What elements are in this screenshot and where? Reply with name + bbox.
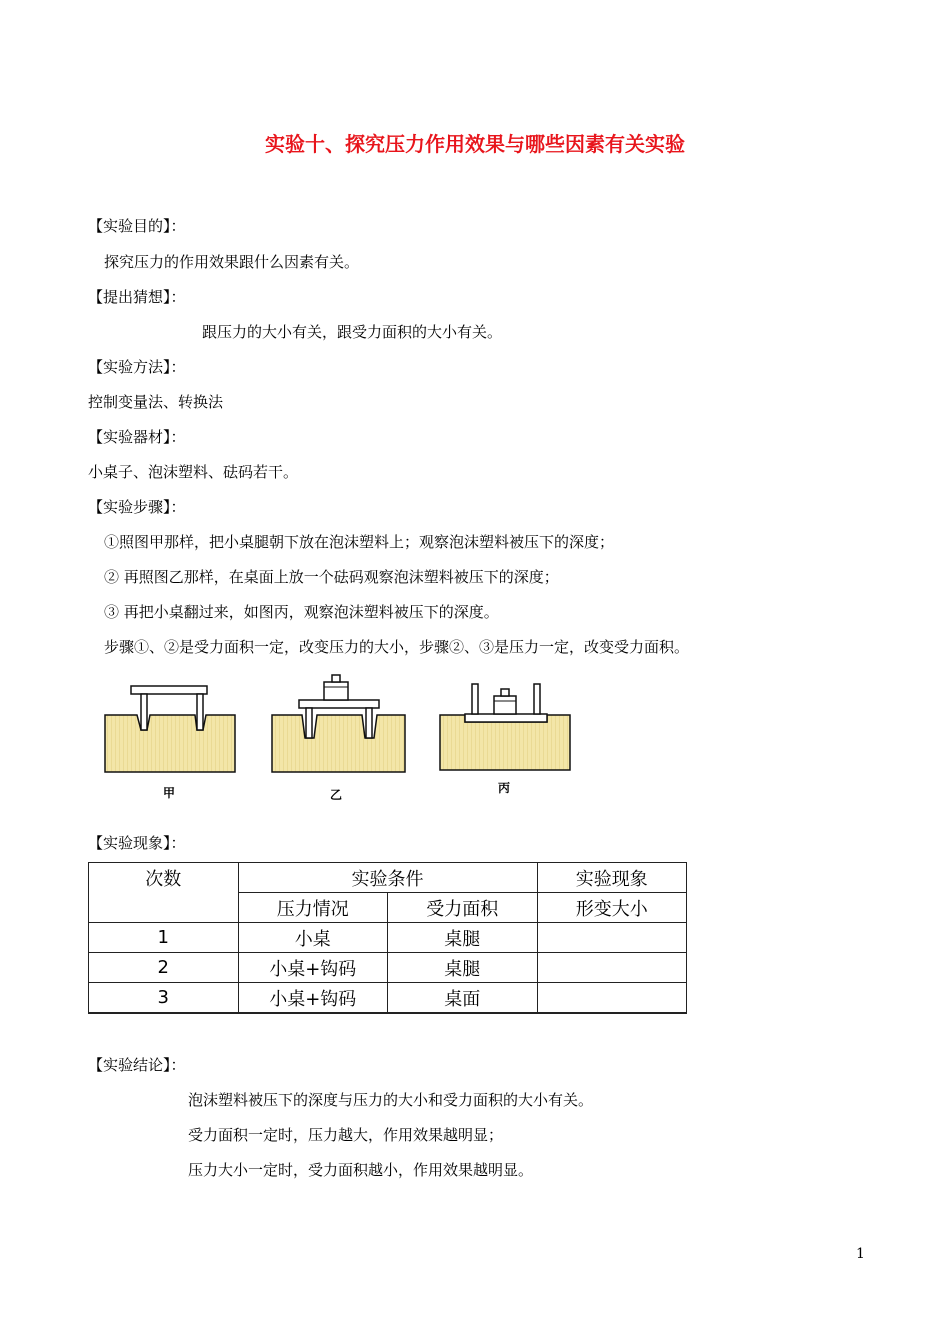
hypothesis-heading: 【提出猜想】： [88, 288, 186, 306]
step-item: ③ 再把小桌翻过来，如图丙，观察泡沫塑料被压下的深度。 [104, 603, 499, 621]
table-leg [472, 684, 478, 714]
equipment-heading: 【实验器材】： [88, 428, 186, 446]
table-top [299, 700, 379, 708]
step-summary: 步骤①、②是受力面积一定，改变压力的大小，步骤②、③是压力一定，改变受力面积。 [104, 638, 690, 656]
conclusion-line: 压力大小一定时，受力面积越小，作用效果越明显。 [188, 1161, 534, 1179]
header-conditions: 实验条件 [238, 863, 537, 893]
conclusion-heading: 【实验结论】： [88, 1056, 186, 1074]
header-area: 受力面积 [388, 893, 538, 923]
table-row [89, 923, 687, 953]
figure-jia [105, 686, 235, 772]
conclusion-line: 受力面积一定时，压力越大，作用效果越明显； [188, 1126, 504, 1144]
figure-caption-bing: 丙 [498, 781, 511, 795]
method-heading: 【实验方法】： [88, 358, 186, 376]
table-row [89, 983, 687, 1014]
step-item: ①照图甲那样，把小桌腿朝下放在泡沫塑料上；观察泡沫塑料被压下的深度； [104, 533, 615, 551]
table-leg [366, 708, 372, 738]
conclusion-line: 泡沫塑料被压下的深度与压力的大小和受力面积的大小有关。 [188, 1091, 594, 1109]
purpose-heading: 【实验目的】： [88, 217, 186, 235]
weight-knob [332, 675, 340, 682]
cell-count: 1 [89, 923, 239, 953]
cell-deformation [537, 953, 687, 983]
foam-block [440, 715, 570, 770]
step-item: ② 再照图乙那样，在桌面上放一个砝码观察泡沫塑料被压下的深度； [104, 568, 559, 586]
cell-area: 桌面 [388, 983, 538, 1014]
cell-area: 桌腿 [388, 953, 538, 983]
cell-area: 桌腿 [388, 923, 538, 953]
cell-pressure: 小桌+钩码 [238, 953, 388, 983]
weight-knob [501, 689, 509, 696]
table-leg [141, 694, 147, 730]
figure-bing [440, 684, 570, 770]
cell-pressure: 小桌+钩码 [238, 983, 388, 1014]
weight [324, 682, 348, 700]
steps-heading: 【实验步骤】： [88, 498, 186, 516]
phenomenon-heading: 【实验现象】： [88, 834, 186, 852]
table-row [89, 953, 687, 983]
header-count: 次数 [89, 863, 239, 923]
header-deformation: 形变大小 [537, 893, 687, 923]
figure-yi [272, 675, 405, 772]
hypothesis-text: 跟压力的大小有关，跟受力面积的大小有关。 [202, 323, 503, 341]
table-leg [306, 708, 312, 738]
weight [494, 696, 516, 714]
header-phenomenon: 实验现象 [537, 863, 687, 893]
cell-deformation [537, 923, 687, 953]
table-leg [534, 684, 540, 714]
figure-caption-jia: 甲 [163, 786, 176, 800]
foam-block [105, 715, 235, 772]
page-number: 1 [856, 1246, 865, 1262]
phenomenon-table [88, 862, 687, 1014]
cell-pressure: 小桌 [238, 923, 388, 953]
cell-count: 2 [89, 953, 239, 983]
foam-block [272, 715, 405, 772]
header-pressure: 压力情况 [238, 893, 388, 923]
equipment-text: 小桌子、泡沫塑料、砝码若干。 [88, 463, 299, 481]
cell-deformation [537, 983, 687, 1014]
table-top [465, 714, 547, 722]
table-top [131, 686, 207, 694]
purpose-text: 探究压力的作用效果跟什么因素有关。 [104, 253, 360, 271]
method-text: 控制变量法、转换法 [88, 393, 224, 411]
page-title: 实验十、探究压力作用效果与哪些因素有关实验 [265, 132, 685, 156]
cell-count: 3 [89, 983, 239, 1014]
table-leg [197, 694, 203, 730]
figure-caption-yi: 乙 [330, 788, 343, 802]
